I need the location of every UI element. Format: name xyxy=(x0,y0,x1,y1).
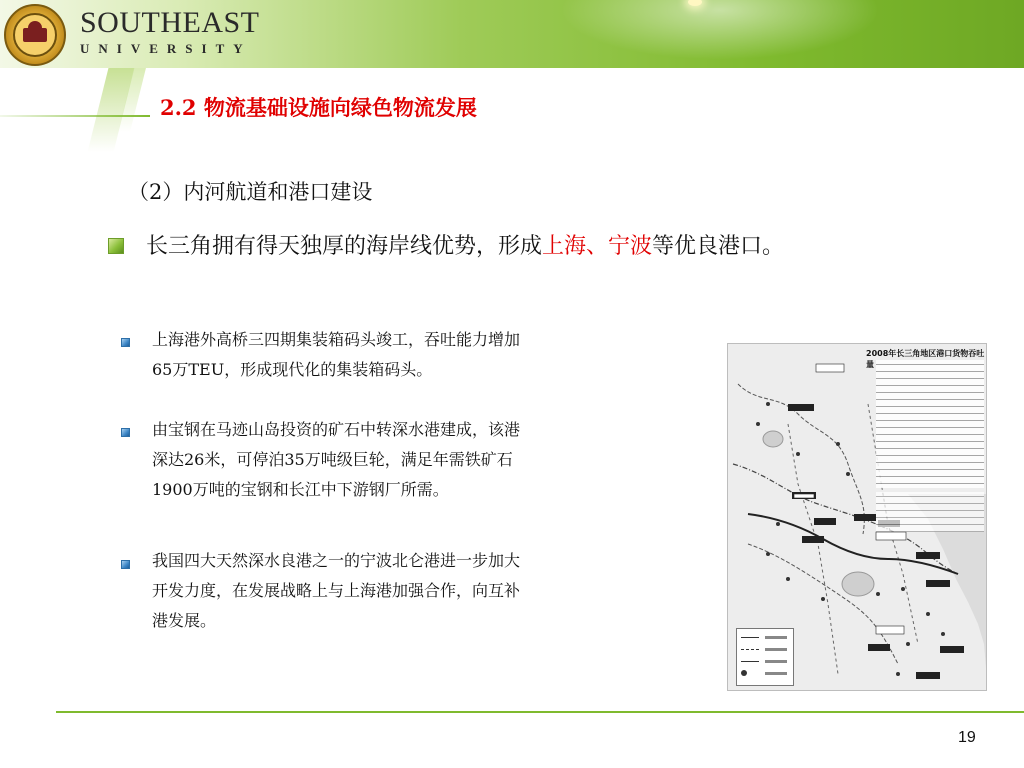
sub-point-line: 由宝钢在马迹山岛投资的矿石中转深水港建成，该港 xyxy=(152,420,521,439)
sub-point-line: 港发展。 xyxy=(152,611,217,630)
sub-point-line: 开发力度，在发展战略上与上海港加强合作，向互补 xyxy=(152,581,521,600)
sub-point-line: 1900万吨的宝钢和长江中下游钢厂所需。 xyxy=(152,480,449,499)
main-point-suffix: 等优良港口。 xyxy=(652,234,785,259)
map-info-panel-2 xyxy=(876,492,984,532)
legend-city-dot xyxy=(741,670,747,676)
main-point xyxy=(146,229,784,260)
page-number: 19 xyxy=(958,729,976,746)
legend-label-bar xyxy=(765,672,787,675)
university-seal-logo xyxy=(4,4,66,66)
sub-point-3 xyxy=(152,546,682,636)
slide-title: 2.2 物流基础设施向绿色物流发展 xyxy=(160,95,477,120)
seal-building xyxy=(23,28,47,42)
map-info-panel xyxy=(876,360,984,488)
main-point-highlight: 上海、宁波 xyxy=(542,234,653,259)
sub-point-1 xyxy=(152,325,682,385)
sub-bullet-icon xyxy=(121,428,130,437)
map-legend xyxy=(736,628,794,686)
legend-highway-line xyxy=(741,637,759,638)
title-underline xyxy=(0,115,150,117)
yangtze-delta-port-map xyxy=(727,343,987,691)
sub-point-line: 我国四大天然深水良港之一的宁波北仑港进一步加大 xyxy=(152,551,521,570)
sub-point-line: 65万TEU，形成现代化的集装箱码头。 xyxy=(152,360,433,379)
legend-label-bar xyxy=(765,636,787,639)
sub-point-line: 上海港外高桥三四期集装箱码头竣工，吞吐能力增加 xyxy=(152,330,521,349)
banner-glow xyxy=(560,0,880,60)
header-banner xyxy=(0,0,1024,68)
legend-label-bar xyxy=(765,660,787,663)
legend-railway-line xyxy=(741,649,759,650)
legend-label-bar xyxy=(765,648,787,651)
university-wordmark xyxy=(80,8,260,57)
main-bullet-icon xyxy=(108,238,124,254)
wordmark-line1: SOUTHEAST xyxy=(80,6,260,39)
slide-subtitle: （2）内河航道和港口建设 xyxy=(128,180,373,204)
sub-bullet-icon xyxy=(121,338,130,347)
sub-bullet-icon xyxy=(121,560,130,569)
sub-point-2 xyxy=(152,415,682,505)
sub-point-line: 深达26米，可停泊35万吨级巨轮，满足年需铁矿石 xyxy=(152,450,513,469)
main-point-prefix: 长三角拥有得天独厚的海岸线优势，形成 xyxy=(146,234,543,259)
legend-bridge-line xyxy=(741,661,759,662)
map-title: 2008年长三角地区港口货物吞吐量 xyxy=(866,349,985,369)
wordmark-line2: UNIVERSITY xyxy=(80,41,252,56)
footer-divider xyxy=(56,711,1024,713)
